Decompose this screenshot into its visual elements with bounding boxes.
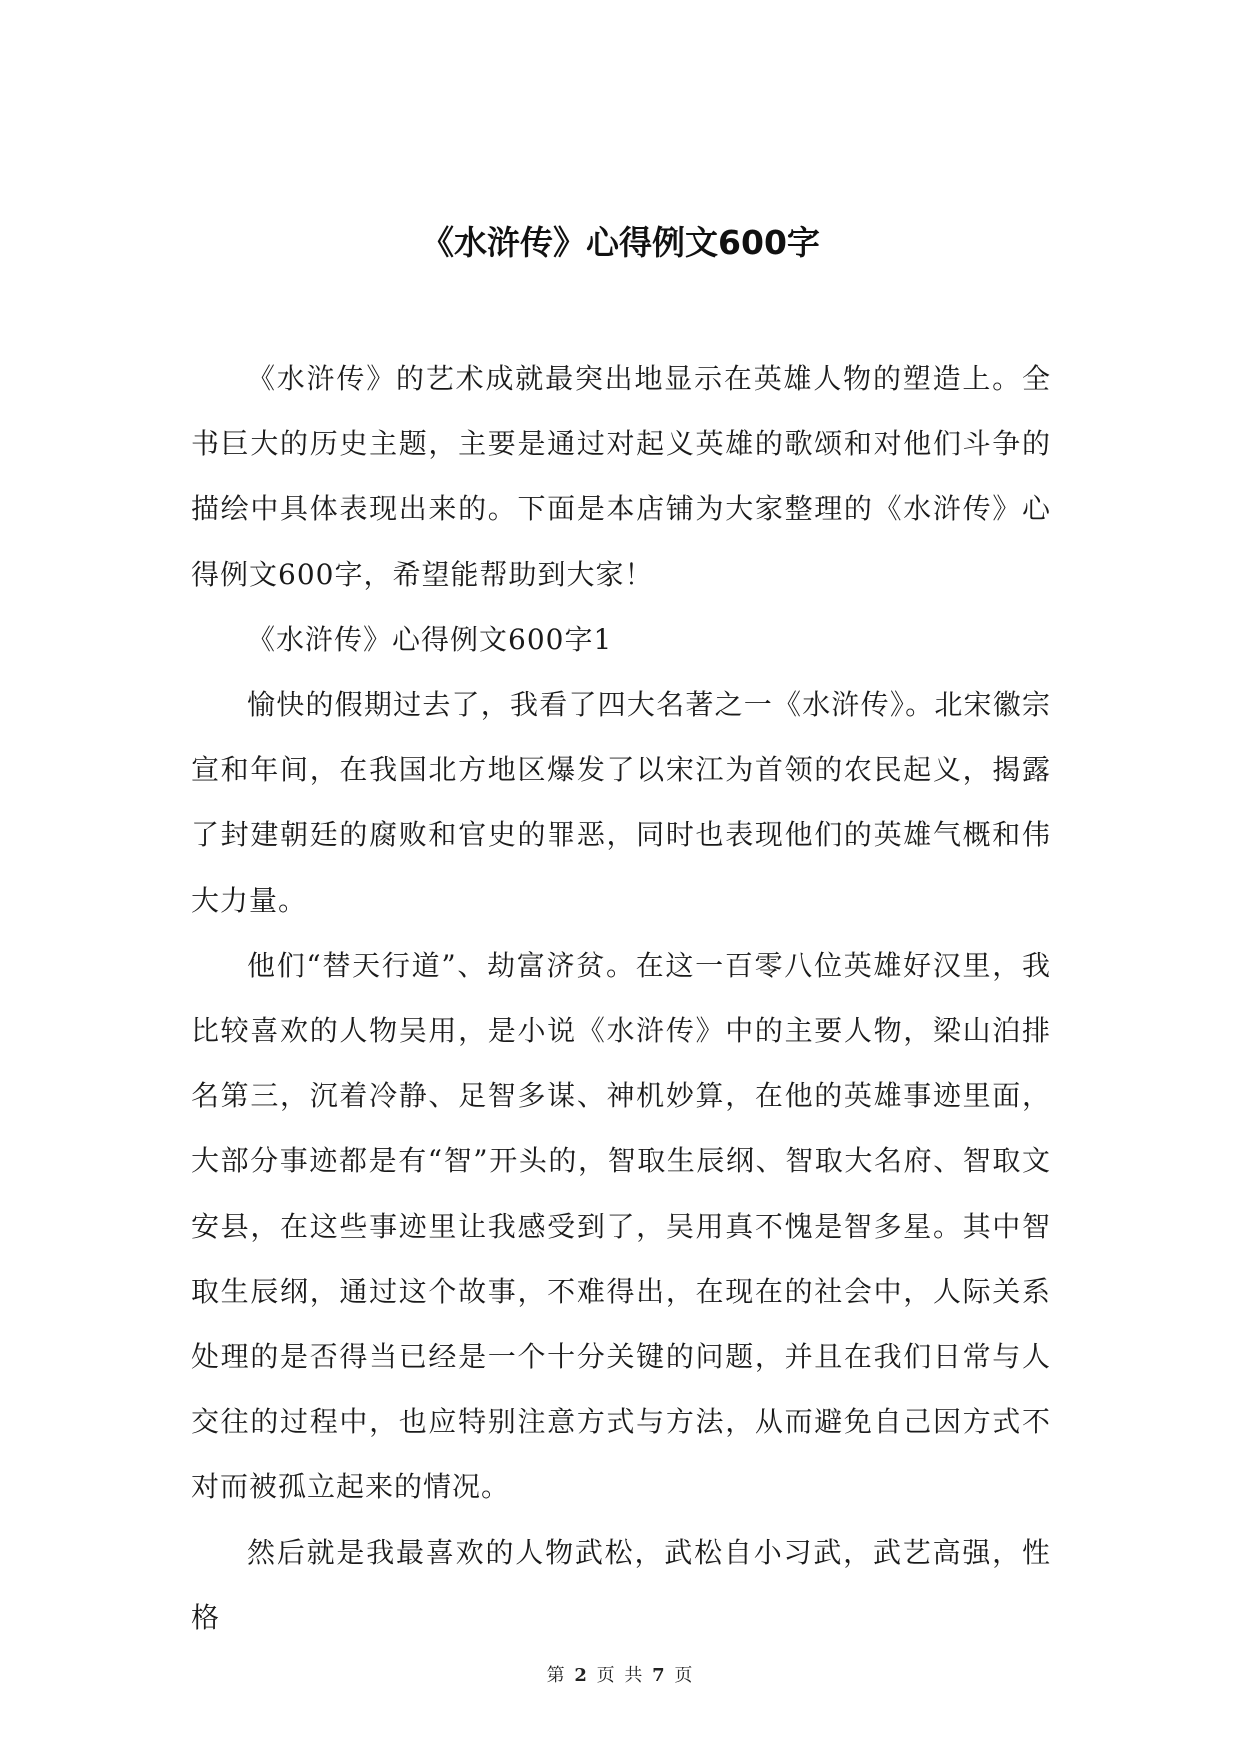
document-title: 《水浒传》心得例文600字	[421, 223, 820, 262]
current-page-number: 2	[574, 1665, 589, 1686]
section-heading: 《水浒传》心得例文600字1	[247, 622, 613, 656]
body-paragraph: 愉快的假期过去了，我看了四大名著之一《水浒传》。北宋徽宗宣和年间，在我国北方地区爆发了以宋江为首领的农民起义，揭露了封建朝廷的腐败和官史的罪恶，同时也表现他们的英雄气概和伟大力量。	[191, 688, 1051, 917]
footer-middle: 页 共	[596, 1665, 645, 1686]
document-body	[191, 346, 1051, 1650]
page-footer	[0, 1664, 1241, 1688]
body-paragraph: 他们“替天行道”、劫富济贫。在这一百零八位英雄好汉里，我比较喜欢的人物吴用，是小说《水浒传》中的主要人物，梁山泊排名第三，沉着冷静、足智多谋、神机妙算，在他的英雄事迹里面，大部分事迹都是有“智”开头的，智取生辰纲、智取大名府、智取文安县，在这些事迹里让我感受到了，吴用真不愧是智多星。其中智取生辰纲，通过这个故事，不难得出，在现在的社会中，人际关系处理的是否得当已经是一个十分关键的问题，并且在我们日常与人交往的过程中，也应特别注意方式与方法，从而避免自己因方式不对而被孤立起来的情况。	[191, 948, 1051, 1504]
footer-suffix: 页	[674, 1665, 695, 1686]
body-paragraph: 然后就是我最喜欢的人物武松，武松自小习武，武艺高强，性格	[191, 1535, 1051, 1634]
footer-prefix: 第	[546, 1665, 567, 1686]
intro-paragraph: 《水浒传》的艺术成就最突出地显示在英雄人物的塑造上。全书巨大的历史主题，主要是通过对起义英雄的歌颂和对他们斗争的描绘中具体表现出来的。下面是本店铺为大家整理的《水浒传》心得例文600字，希望能帮助到大家！	[191, 362, 1051, 591]
total-pages-number: 7	[652, 1665, 667, 1686]
